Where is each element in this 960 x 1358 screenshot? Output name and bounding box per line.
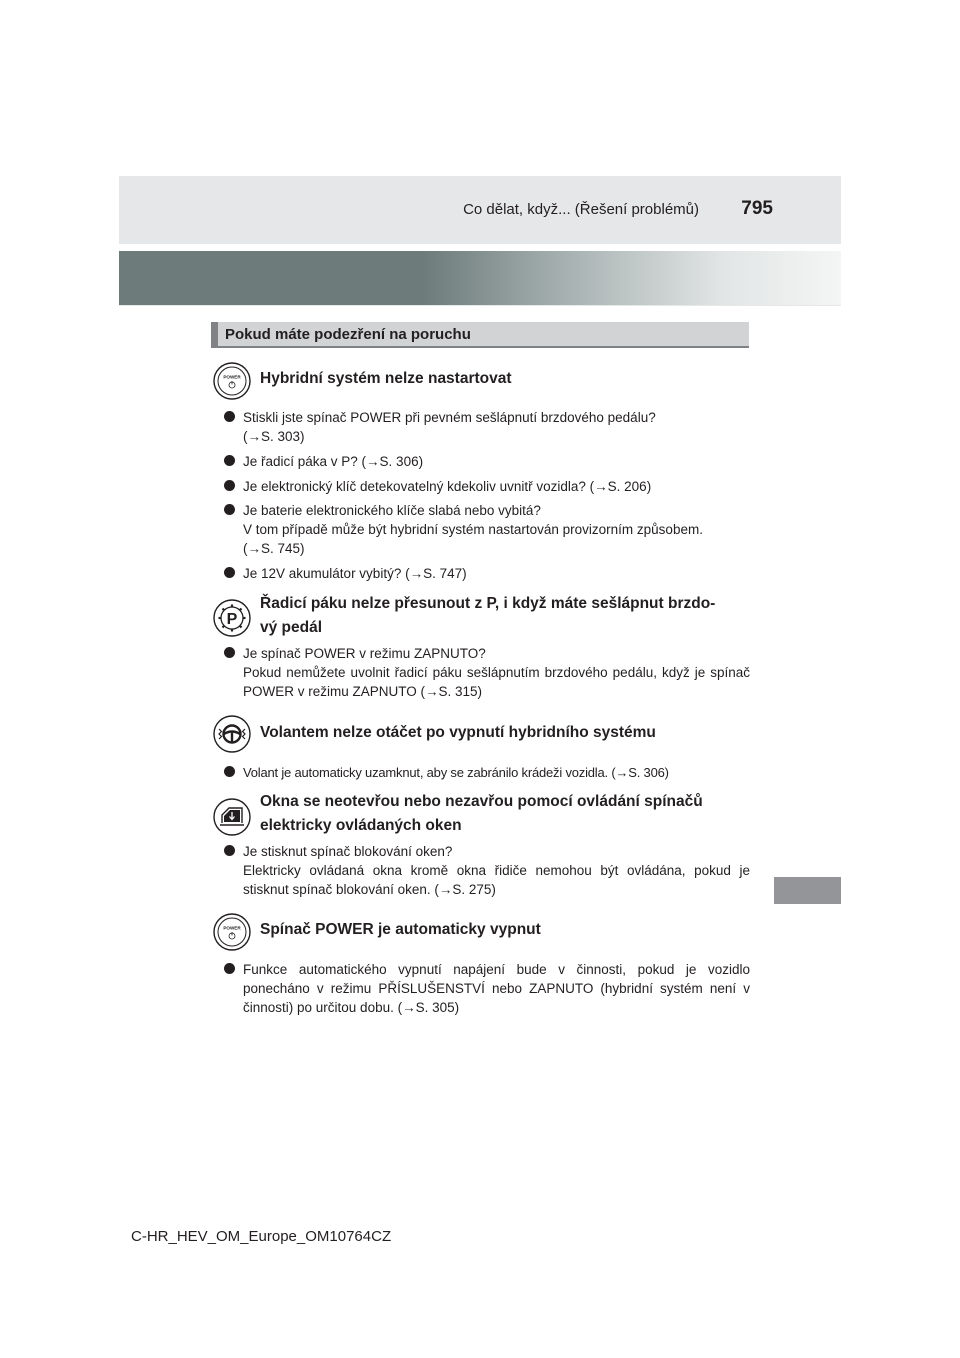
bullet-icon bbox=[224, 963, 235, 974]
list-item: Je řadicí páka v P? (→S. 306) bbox=[224, 452, 750, 471]
power-icon-label: POWER bbox=[223, 925, 241, 931]
list-item: Stiskli jste spínač POWER při pevném sešlápnutí brzdového pedálu? (→S. 303) bbox=[224, 408, 750, 446]
page-header bbox=[119, 176, 841, 244]
list-item: Je 12V akumulátor vybitý? (→S. 747) bbox=[224, 564, 750, 583]
bullet-icon bbox=[224, 766, 235, 777]
section-heading-bar bbox=[211, 322, 218, 346]
bullet-icon bbox=[224, 504, 235, 515]
list-item: Je elektronický klíč detekovatelný kdekoliv uvnitř vozidla? (→S. 206) bbox=[224, 477, 750, 496]
bullet-icon bbox=[224, 455, 235, 466]
power-switch-icon bbox=[213, 362, 251, 400]
topic-title-steering: Volantem nelze otáčet po vypnutí hybridního systému bbox=[260, 724, 656, 741]
topic-title-auto-off: Spínač POWER je automaticky vypnut bbox=[260, 921, 541, 938]
list-item: Je spínač POWER v režimu ZAPNUTO? Pokud nemůžete uvolnit řadicí páku sešlápnutím brzdového pedálu, když je spínač POWER v režimu ZAPNUTO (→S. 315) bbox=[224, 644, 750, 701]
shift-lever-p-icon bbox=[213, 599, 251, 637]
chapter-side-tab bbox=[774, 877, 841, 904]
power-window-icon bbox=[213, 798, 251, 836]
list-item: Je stisknut spínač blokování oken? Elektricky ovládaná okna kromě okna řidiče nemohou být ovládána, pokud je stisknut spínač blokování oken. (→S. 275) bbox=[224, 842, 750, 899]
bullet-icon bbox=[224, 411, 235, 422]
steering-lock-icon bbox=[213, 715, 251, 753]
document-code: C-HR_HEV_OM_Europe_OM10764CZ bbox=[131, 1228, 392, 1245]
chapter-title: Co dělat, když... (Řešení problémů) bbox=[463, 201, 699, 218]
topic-title-hybrid-start: Hybridní systém nelze nastartovat bbox=[260, 370, 512, 387]
section-heading-text: Pokud máte podezření na poruchu bbox=[225, 326, 471, 343]
topic-title-shift-lever: Řadicí páku nelze přesunout z P, i když máte sešlápnut brzdo- vý pedál bbox=[260, 595, 716, 636]
power-switch-icon bbox=[213, 913, 251, 951]
banner-divider bbox=[119, 305, 841, 306]
bullet-icon bbox=[224, 480, 235, 491]
list-item: Je baterie elektronického klíče slabá nebo vybitá? V tom případě může být hybridní systém nastartován provizorním způsobem. (→S. 745) bbox=[224, 501, 750, 558]
bullet-icon bbox=[224, 845, 235, 856]
p-icon-label: P bbox=[226, 611, 238, 628]
page-number: 795 bbox=[741, 198, 773, 219]
bullet-icon bbox=[224, 567, 235, 578]
chapter-banner bbox=[119, 251, 841, 305]
bullet-icon bbox=[224, 647, 235, 658]
power-icon-label: POWER bbox=[223, 374, 241, 380]
list-item: Funkce automatického vypnutí napájení bude v činnosti, pokud je vozidlo ponecháno v režimu PŘÍSLUŠENSTVÍ nebo ZAPNUTO (hybridní systém není v činnosti) po určitou dobu. (→S. 305) bbox=[224, 960, 750, 1017]
section-heading bbox=[211, 322, 749, 348]
topic-title-windows: Okna se neotevřou nebo nezavřou pomocí ovládání spínačů elektricky ovládaných oken bbox=[260, 793, 703, 834]
list-item: Volant je automaticky uzamknut, aby se zabránilo krádeži vozidla. (→S. 306) bbox=[224, 763, 750, 782]
